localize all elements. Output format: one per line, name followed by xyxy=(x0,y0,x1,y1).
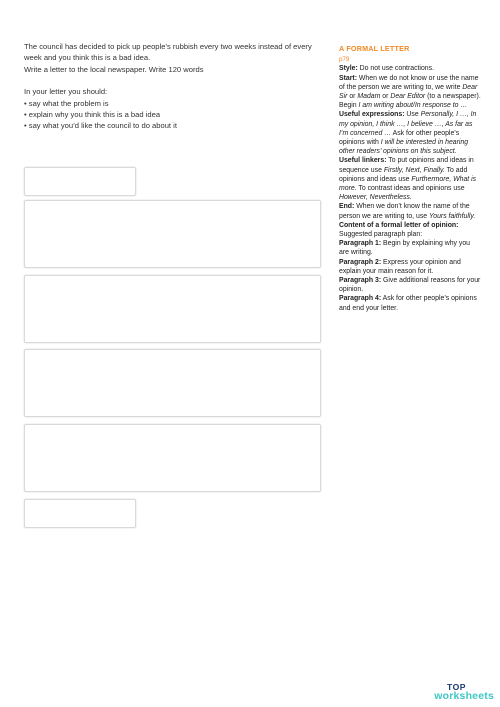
tip-useful-expressions: Useful expressions: Use Personally, I …, In my opinion, I think …, I believe …, As far as I’m concerned … Ask for other people’s opinions with I will be interested in hearing other readers’ opinions on this subject. xyxy=(339,111,477,156)
task-bullet: • say what you’d like the council to do about it xyxy=(24,121,177,131)
logo-top-text: TOP xyxy=(446,682,466,692)
paragraph-4-input[interactable] xyxy=(24,424,321,492)
tip-plan: Suggested paragraph plan: xyxy=(339,231,423,239)
tip-paragraph-2: Paragraph 2: Express your opinion and explain your main reason for it. xyxy=(339,258,461,275)
tips-heading: A FORMAL LETTER xyxy=(339,44,410,53)
tip-paragraph-4: Paragraph 4: Ask for other people’s opinions and end your letter. xyxy=(339,295,477,312)
tip-style: Style: Do not use contractions. xyxy=(339,65,434,73)
paragraph-3-input[interactable] xyxy=(24,349,321,417)
task-instructions xyxy=(24,41,324,132)
formal-letter-tips xyxy=(339,44,481,313)
topworksheets-logo xyxy=(434,683,494,701)
tips-page-ref: p79 xyxy=(339,56,350,64)
task-intro: The council has decided to pick up people’s rubbish every two weeks instead of every week and you think this is a bad idea. xyxy=(24,42,312,63)
task-bullet-list xyxy=(24,98,324,132)
tip-content-heading: Content of a formal letter of opinion: xyxy=(339,221,459,229)
tip-paragraph-3: Paragraph 3: Give additional reasons for your opinion. xyxy=(339,277,481,294)
task-word-count: Write a letter to the local newspaper. Write 120 words xyxy=(24,64,204,74)
task-should-heading: In your letter you should: xyxy=(24,87,108,97)
tip-useful-linkers: Useful linkers: To put opinions and ideas in sequence use Firstly, Next, Finally. To add opinions and ideas use Furthermore, What is more. To contrast ideas and opinions use However, Nevertheless. xyxy=(339,157,477,202)
sign-off-input[interactable] xyxy=(24,499,136,528)
paragraph-1-input[interactable] xyxy=(24,200,321,268)
task-bullet: • say what the problem is xyxy=(24,98,109,108)
greeting-input[interactable] xyxy=(24,167,136,196)
tip-paragraph-1: Paragraph 1: Begin by explaining why you are writing. xyxy=(339,240,470,257)
task-bullet: • explain why you think this is a bad idea xyxy=(24,110,161,120)
tip-end: End: When we don’t know the name of the person we are writing to, use Yours faithfully. xyxy=(339,203,476,220)
paragraph-2-input[interactable] xyxy=(24,275,321,343)
tip-start: Start: When we do not know or use the name of the person we are writing to, we write Dear Sir or Madam or Dear Editor (to a newspaper). Begin I am writing about/In response to … xyxy=(339,74,481,110)
logo-worksheets-text: worksheets xyxy=(434,690,494,702)
